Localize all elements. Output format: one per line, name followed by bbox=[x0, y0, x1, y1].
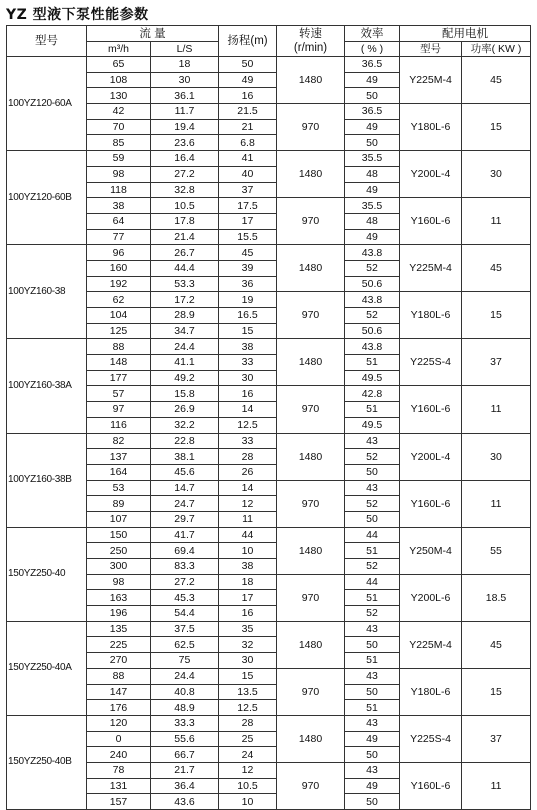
cell-efficiency: 43 bbox=[345, 480, 400, 496]
cell-motor-model: Y200L-6 bbox=[400, 574, 462, 621]
cell-model: 100YZ120-60B bbox=[7, 151, 87, 245]
cell-efficiency: 49 bbox=[345, 731, 400, 747]
cell-efficiency: 51 bbox=[345, 653, 400, 669]
cell-flow-ls: 30 bbox=[151, 72, 219, 88]
cell-flow-ls: 19.4 bbox=[151, 119, 219, 135]
cell-efficiency: 52 bbox=[345, 606, 400, 622]
cell-efficiency: 50 bbox=[345, 511, 400, 527]
cell-flow-m3h: 42 bbox=[87, 104, 151, 120]
cell-efficiency: 50 bbox=[345, 464, 400, 480]
page-title: YZ 型液下泵性能参数 bbox=[6, 7, 149, 23]
cell-flow-m3h: 270 bbox=[87, 653, 151, 669]
cell-motor-power: 37 bbox=[462, 339, 531, 386]
cell-head: 15 bbox=[219, 323, 277, 339]
header-motor: 配用电机 bbox=[400, 26, 531, 42]
cell-flow-m3h: 196 bbox=[87, 606, 151, 622]
cell-speed: 970 bbox=[277, 574, 345, 621]
table-row bbox=[7, 621, 531, 637]
cell-speed: 1480 bbox=[277, 715, 345, 762]
cell-speed: 1480 bbox=[277, 433, 345, 480]
cell-flow-ls: 15.8 bbox=[151, 386, 219, 402]
cell-efficiency: 43 bbox=[345, 621, 400, 637]
cell-flow-ls: 44.4 bbox=[151, 260, 219, 276]
cell-flow-m3h: 137 bbox=[87, 449, 151, 465]
cell-flow-ls: 53.3 bbox=[151, 276, 219, 292]
cell-flow-m3h: 116 bbox=[87, 417, 151, 433]
cell-flow-ls: 43.6 bbox=[151, 794, 219, 810]
cell-speed: 970 bbox=[277, 762, 345, 809]
cell-head: 21 bbox=[219, 119, 277, 135]
cell-efficiency: 48 bbox=[345, 213, 400, 229]
cell-efficiency: 43 bbox=[345, 715, 400, 731]
cell-motor-power: 15 bbox=[462, 668, 531, 715]
cell-motor-model: Y225M-4 bbox=[400, 57, 462, 104]
cell-flow-ls: 34.7 bbox=[151, 323, 219, 339]
cell-efficiency: 52 bbox=[345, 260, 400, 276]
cell-head: 37 bbox=[219, 182, 277, 198]
cell-head: 12 bbox=[219, 496, 277, 512]
cell-head: 44 bbox=[219, 527, 277, 543]
cell-efficiency: 52 bbox=[345, 449, 400, 465]
cell-flow-m3h: 164 bbox=[87, 464, 151, 480]
cell-motor-power: 18.5 bbox=[462, 574, 531, 621]
cell-flow-m3h: 131 bbox=[87, 778, 151, 794]
cell-head: 32 bbox=[219, 637, 277, 653]
header-motor-model: 型号 bbox=[400, 42, 462, 57]
cell-flow-ls: 24.7 bbox=[151, 496, 219, 512]
cell-flow-m3h: 59 bbox=[87, 151, 151, 167]
cell-flow-m3h: 108 bbox=[87, 72, 151, 88]
cell-flow-m3h: 97 bbox=[87, 402, 151, 418]
cell-flow-ls: 29.7 bbox=[151, 511, 219, 527]
cell-motor-power: 15 bbox=[462, 292, 531, 339]
cell-flow-ls: 26.9 bbox=[151, 402, 219, 418]
cell-flow-ls: 32.8 bbox=[151, 182, 219, 198]
cell-head: 40 bbox=[219, 166, 277, 182]
cell-head: 33 bbox=[219, 355, 277, 371]
cell-flow-ls: 24.4 bbox=[151, 339, 219, 355]
cell-speed: 970 bbox=[277, 386, 345, 433]
cell-flow-ls: 48.9 bbox=[151, 700, 219, 716]
cell-model: 100YZ160-38A bbox=[7, 339, 87, 433]
cell-model: 100YZ160-38 bbox=[7, 245, 87, 339]
cell-flow-ls: 38.1 bbox=[151, 449, 219, 465]
cell-flow-m3h: 70 bbox=[87, 119, 151, 135]
cell-motor-model: Y200L-4 bbox=[400, 433, 462, 480]
cell-motor-model: Y225M-4 bbox=[400, 621, 462, 668]
cell-efficiency: 49 bbox=[345, 229, 400, 245]
cell-flow-ls: 75 bbox=[151, 653, 219, 669]
cell-flow-ls: 41.1 bbox=[151, 355, 219, 371]
cell-flow-m3h: 160 bbox=[87, 260, 151, 276]
cell-head: 12.5 bbox=[219, 417, 277, 433]
cell-flow-m3h: 120 bbox=[87, 715, 151, 731]
cell-speed: 970 bbox=[277, 292, 345, 339]
cell-flow-m3h: 176 bbox=[87, 700, 151, 716]
cell-head: 33 bbox=[219, 433, 277, 449]
cell-motor-model: Y250M-4 bbox=[400, 527, 462, 574]
cell-head: 28 bbox=[219, 715, 277, 731]
cell-flow-m3h: 65 bbox=[87, 57, 151, 73]
cell-flow-ls: 33.3 bbox=[151, 715, 219, 731]
cell-flow-m3h: 85 bbox=[87, 135, 151, 151]
cell-flow-ls: 45.6 bbox=[151, 464, 219, 480]
cell-efficiency: 50 bbox=[345, 684, 400, 700]
cell-flow-ls: 54.4 bbox=[151, 606, 219, 622]
cell-model: 150YZ250-40 bbox=[7, 527, 87, 621]
cell-flow-ls: 23.6 bbox=[151, 135, 219, 151]
cell-head: 18 bbox=[219, 574, 277, 590]
cell-flow-m3h: 148 bbox=[87, 355, 151, 371]
cell-head: 50 bbox=[219, 57, 277, 73]
cell-head: 12.5 bbox=[219, 700, 277, 716]
table-body bbox=[7, 57, 531, 810]
cell-efficiency: 49 bbox=[345, 119, 400, 135]
cell-flow-ls: 55.6 bbox=[151, 731, 219, 747]
cell-speed: 1480 bbox=[277, 527, 345, 574]
cell-flow-ls: 14.7 bbox=[151, 480, 219, 496]
cell-efficiency: 51 bbox=[345, 543, 400, 559]
cell-motor-model: Y160L-6 bbox=[400, 480, 462, 527]
cell-flow-m3h: 88 bbox=[87, 668, 151, 684]
cell-efficiency: 43.8 bbox=[345, 245, 400, 261]
cell-flow-ls: 45.3 bbox=[151, 590, 219, 606]
cell-speed: 1480 bbox=[277, 151, 345, 198]
cell-flow-ls: 40.8 bbox=[151, 684, 219, 700]
cell-head: 19 bbox=[219, 292, 277, 308]
cell-flow-ls: 36.1 bbox=[151, 88, 219, 104]
cell-efficiency: 52 bbox=[345, 308, 400, 324]
cell-motor-model: Y180L-6 bbox=[400, 668, 462, 715]
table-row bbox=[7, 339, 531, 355]
cell-flow-m3h: 118 bbox=[87, 182, 151, 198]
cell-flow-m3h: 64 bbox=[87, 213, 151, 229]
cell-efficiency: 49 bbox=[345, 778, 400, 794]
cell-motor-model: Y225S-4 bbox=[400, 715, 462, 762]
cell-flow-m3h: 62 bbox=[87, 292, 151, 308]
cell-head: 21.5 bbox=[219, 104, 277, 120]
cell-efficiency: 49 bbox=[345, 72, 400, 88]
cell-head: 17 bbox=[219, 590, 277, 606]
cell-motor-model: Y225S-4 bbox=[400, 339, 462, 386]
header-flow-ls: L/S bbox=[151, 42, 219, 57]
cell-head: 49 bbox=[219, 72, 277, 88]
cell-speed: 1480 bbox=[277, 57, 345, 104]
cell-efficiency: 50 bbox=[345, 88, 400, 104]
cell-flow-ls: 37.5 bbox=[151, 621, 219, 637]
cell-motor-power: 11 bbox=[462, 762, 531, 809]
cell-flow-m3h: 38 bbox=[87, 198, 151, 214]
cell-flow-ls: 49.2 bbox=[151, 370, 219, 386]
cell-flow-ls: 66.7 bbox=[151, 747, 219, 763]
header-speed-line1: 转速 bbox=[299, 28, 323, 40]
cell-speed: 1480 bbox=[277, 621, 345, 668]
cell-model: 100YZ120-60A bbox=[7, 57, 87, 151]
cell-efficiency: 52 bbox=[345, 496, 400, 512]
cell-motor-power: 45 bbox=[462, 245, 531, 292]
cell-efficiency: 43 bbox=[345, 762, 400, 778]
cell-speed: 970 bbox=[277, 668, 345, 715]
header-speed bbox=[277, 26, 345, 57]
cell-flow-m3h: 88 bbox=[87, 339, 151, 355]
cell-flow-m3h: 177 bbox=[87, 370, 151, 386]
cell-speed: 970 bbox=[277, 198, 345, 245]
cell-efficiency: 50 bbox=[345, 747, 400, 763]
cell-flow-m3h: 163 bbox=[87, 590, 151, 606]
cell-efficiency: 35.5 bbox=[345, 151, 400, 167]
pump-performance-table bbox=[6, 25, 531, 810]
cell-head: 10 bbox=[219, 794, 277, 810]
cell-efficiency: 50.6 bbox=[345, 276, 400, 292]
cell-efficiency: 51 bbox=[345, 355, 400, 371]
cell-motor-power: 30 bbox=[462, 151, 531, 198]
cell-head: 10.5 bbox=[219, 778, 277, 794]
cell-efficiency: 44 bbox=[345, 527, 400, 543]
cell-model: 150YZ250-40A bbox=[7, 621, 87, 715]
cell-model: 100YZ160-38B bbox=[7, 433, 87, 527]
cell-head: 30 bbox=[219, 370, 277, 386]
cell-flow-ls: 83.3 bbox=[151, 559, 219, 575]
table-row bbox=[7, 715, 531, 731]
cell-efficiency: 52 bbox=[345, 559, 400, 575]
header-efficiency-line1: 效率 bbox=[345, 26, 400, 42]
cell-head: 36 bbox=[219, 276, 277, 292]
cell-head: 14 bbox=[219, 402, 277, 418]
cell-head: 16 bbox=[219, 88, 277, 104]
cell-head: 35 bbox=[219, 621, 277, 637]
cell-motor-model: Y160L-6 bbox=[400, 762, 462, 809]
cell-efficiency: 50 bbox=[345, 135, 400, 151]
cell-flow-m3h: 104 bbox=[87, 308, 151, 324]
cell-speed: 970 bbox=[277, 104, 345, 151]
table-row bbox=[7, 527, 531, 543]
cell-efficiency: 36.5 bbox=[345, 104, 400, 120]
cell-head: 13.5 bbox=[219, 684, 277, 700]
cell-efficiency: 43 bbox=[345, 433, 400, 449]
cell-head: 10 bbox=[219, 543, 277, 559]
cell-motor-power: 45 bbox=[462, 621, 531, 668]
cell-motor-power: 11 bbox=[462, 386, 531, 433]
cell-flow-m3h: 150 bbox=[87, 527, 151, 543]
cell-efficiency: 42.8 bbox=[345, 386, 400, 402]
cell-head: 16 bbox=[219, 386, 277, 402]
cell-motor-power: 15 bbox=[462, 104, 531, 151]
table-row bbox=[7, 433, 531, 449]
cell-efficiency: 51 bbox=[345, 402, 400, 418]
cell-flow-m3h: 107 bbox=[87, 511, 151, 527]
cell-flow-m3h: 130 bbox=[87, 88, 151, 104]
cell-flow-ls: 18 bbox=[151, 57, 219, 73]
cell-flow-m3h: 82 bbox=[87, 433, 151, 449]
cell-head: 38 bbox=[219, 339, 277, 355]
cell-motor-power: 30 bbox=[462, 433, 531, 480]
cell-flow-m3h: 57 bbox=[87, 386, 151, 402]
header-speed-line2: (r/min) bbox=[293, 42, 328, 54]
cell-head: 24 bbox=[219, 747, 277, 763]
cell-motor-model: Y180L-6 bbox=[400, 292, 462, 339]
cell-flow-ls: 21.4 bbox=[151, 229, 219, 245]
table-row bbox=[7, 151, 531, 167]
cell-flow-m3h: 225 bbox=[87, 637, 151, 653]
cell-flow-m3h: 192 bbox=[87, 276, 151, 292]
cell-motor-power: 11 bbox=[462, 480, 531, 527]
cell-flow-ls: 27.2 bbox=[151, 166, 219, 182]
cell-flow-ls: 11.7 bbox=[151, 104, 219, 120]
cell-head: 17.5 bbox=[219, 198, 277, 214]
cell-flow-m3h: 78 bbox=[87, 762, 151, 778]
cell-speed: 1480 bbox=[277, 339, 345, 386]
cell-motor-model: Y160L-6 bbox=[400, 198, 462, 245]
cell-speed: 1480 bbox=[277, 245, 345, 292]
cell-motor-model: Y225M-4 bbox=[400, 245, 462, 292]
header-model: 型号 bbox=[7, 26, 87, 57]
cell-flow-m3h: 300 bbox=[87, 559, 151, 575]
table-row bbox=[7, 245, 531, 261]
cell-efficiency: 49.5 bbox=[345, 417, 400, 433]
cell-efficiency: 50.6 bbox=[345, 323, 400, 339]
cell-head: 41 bbox=[219, 151, 277, 167]
cell-motor-model: Y160L-6 bbox=[400, 386, 462, 433]
cell-head: 16 bbox=[219, 606, 277, 622]
cell-flow-m3h: 96 bbox=[87, 245, 151, 261]
cell-head: 15 bbox=[219, 668, 277, 684]
cell-flow-ls: 17.8 bbox=[151, 213, 219, 229]
cell-speed: 970 bbox=[277, 480, 345, 527]
cell-flow-ls: 69.4 bbox=[151, 543, 219, 559]
cell-flow-ls: 26.7 bbox=[151, 245, 219, 261]
cell-motor-model: Y180L-6 bbox=[400, 104, 462, 151]
header-head: 扬程(m) bbox=[219, 26, 277, 57]
cell-flow-ls: 17.2 bbox=[151, 292, 219, 308]
header-flow-m3h: m³/h bbox=[87, 42, 151, 57]
cell-flow-ls: 10.5 bbox=[151, 198, 219, 214]
header-flow: 流 量 bbox=[87, 26, 219, 42]
cell-motor-model: Y200L-4 bbox=[400, 151, 462, 198]
header-efficiency-line2: ( % ) bbox=[345, 42, 400, 57]
cell-flow-ls: 27.2 bbox=[151, 574, 219, 590]
cell-efficiency: 48 bbox=[345, 166, 400, 182]
cell-head: 39 bbox=[219, 260, 277, 276]
cell-flow-ls: 41.7 bbox=[151, 527, 219, 543]
cell-head: 28 bbox=[219, 449, 277, 465]
cell-efficiency: 44 bbox=[345, 574, 400, 590]
cell-flow-m3h: 0 bbox=[87, 731, 151, 747]
cell-head: 15.5 bbox=[219, 229, 277, 245]
cell-head: 26 bbox=[219, 464, 277, 480]
cell-flow-m3h: 240 bbox=[87, 747, 151, 763]
cell-head: 16.5 bbox=[219, 308, 277, 324]
cell-motor-power: 11 bbox=[462, 198, 531, 245]
cell-efficiency: 51 bbox=[345, 590, 400, 606]
cell-flow-ls: 62.5 bbox=[151, 637, 219, 653]
table-row bbox=[7, 57, 531, 73]
cell-flow-m3h: 250 bbox=[87, 543, 151, 559]
cell-flow-ls: 32.2 bbox=[151, 417, 219, 433]
cell-head: 30 bbox=[219, 653, 277, 669]
cell-flow-m3h: 125 bbox=[87, 323, 151, 339]
cell-efficiency: 35.5 bbox=[345, 198, 400, 214]
cell-flow-m3h: 135 bbox=[87, 621, 151, 637]
cell-flow-m3h: 77 bbox=[87, 229, 151, 245]
cell-efficiency: 51 bbox=[345, 700, 400, 716]
cell-flow-ls: 16.4 bbox=[151, 151, 219, 167]
cell-flow-m3h: 147 bbox=[87, 684, 151, 700]
cell-head: 12 bbox=[219, 762, 277, 778]
header-motor-power: 功率( KW ) bbox=[462, 42, 531, 57]
cell-flow-ls: 24.4 bbox=[151, 668, 219, 684]
cell-head: 17 bbox=[219, 213, 277, 229]
cell-model: 150YZ250-40B bbox=[7, 715, 87, 809]
cell-efficiency: 49 bbox=[345, 182, 400, 198]
cell-motor-power: 37 bbox=[462, 715, 531, 762]
cell-flow-m3h: 98 bbox=[87, 166, 151, 182]
cell-flow-ls: 36.4 bbox=[151, 778, 219, 794]
cell-head: 25 bbox=[219, 731, 277, 747]
cell-flow-m3h: 89 bbox=[87, 496, 151, 512]
cell-efficiency: 36.5 bbox=[345, 57, 400, 73]
cell-head: 6.8 bbox=[219, 135, 277, 151]
cell-head: 11 bbox=[219, 511, 277, 527]
cell-flow-ls: 22.8 bbox=[151, 433, 219, 449]
cell-head: 14 bbox=[219, 480, 277, 496]
cell-flow-m3h: 53 bbox=[87, 480, 151, 496]
cell-flow-ls: 28.9 bbox=[151, 308, 219, 324]
cell-efficiency: 50 bbox=[345, 637, 400, 653]
cell-motor-power: 55 bbox=[462, 527, 531, 574]
cell-flow-m3h: 157 bbox=[87, 794, 151, 810]
cell-efficiency: 43.8 bbox=[345, 339, 400, 355]
cell-motor-power: 45 bbox=[462, 57, 531, 104]
cell-flow-m3h: 98 bbox=[87, 574, 151, 590]
cell-efficiency: 43 bbox=[345, 668, 400, 684]
cell-head: 45 bbox=[219, 245, 277, 261]
cell-efficiency: 50 bbox=[345, 794, 400, 810]
cell-flow-ls: 21.7 bbox=[151, 762, 219, 778]
cell-head: 38 bbox=[219, 559, 277, 575]
cell-efficiency: 49.5 bbox=[345, 370, 400, 386]
cell-efficiency: 43.8 bbox=[345, 292, 400, 308]
